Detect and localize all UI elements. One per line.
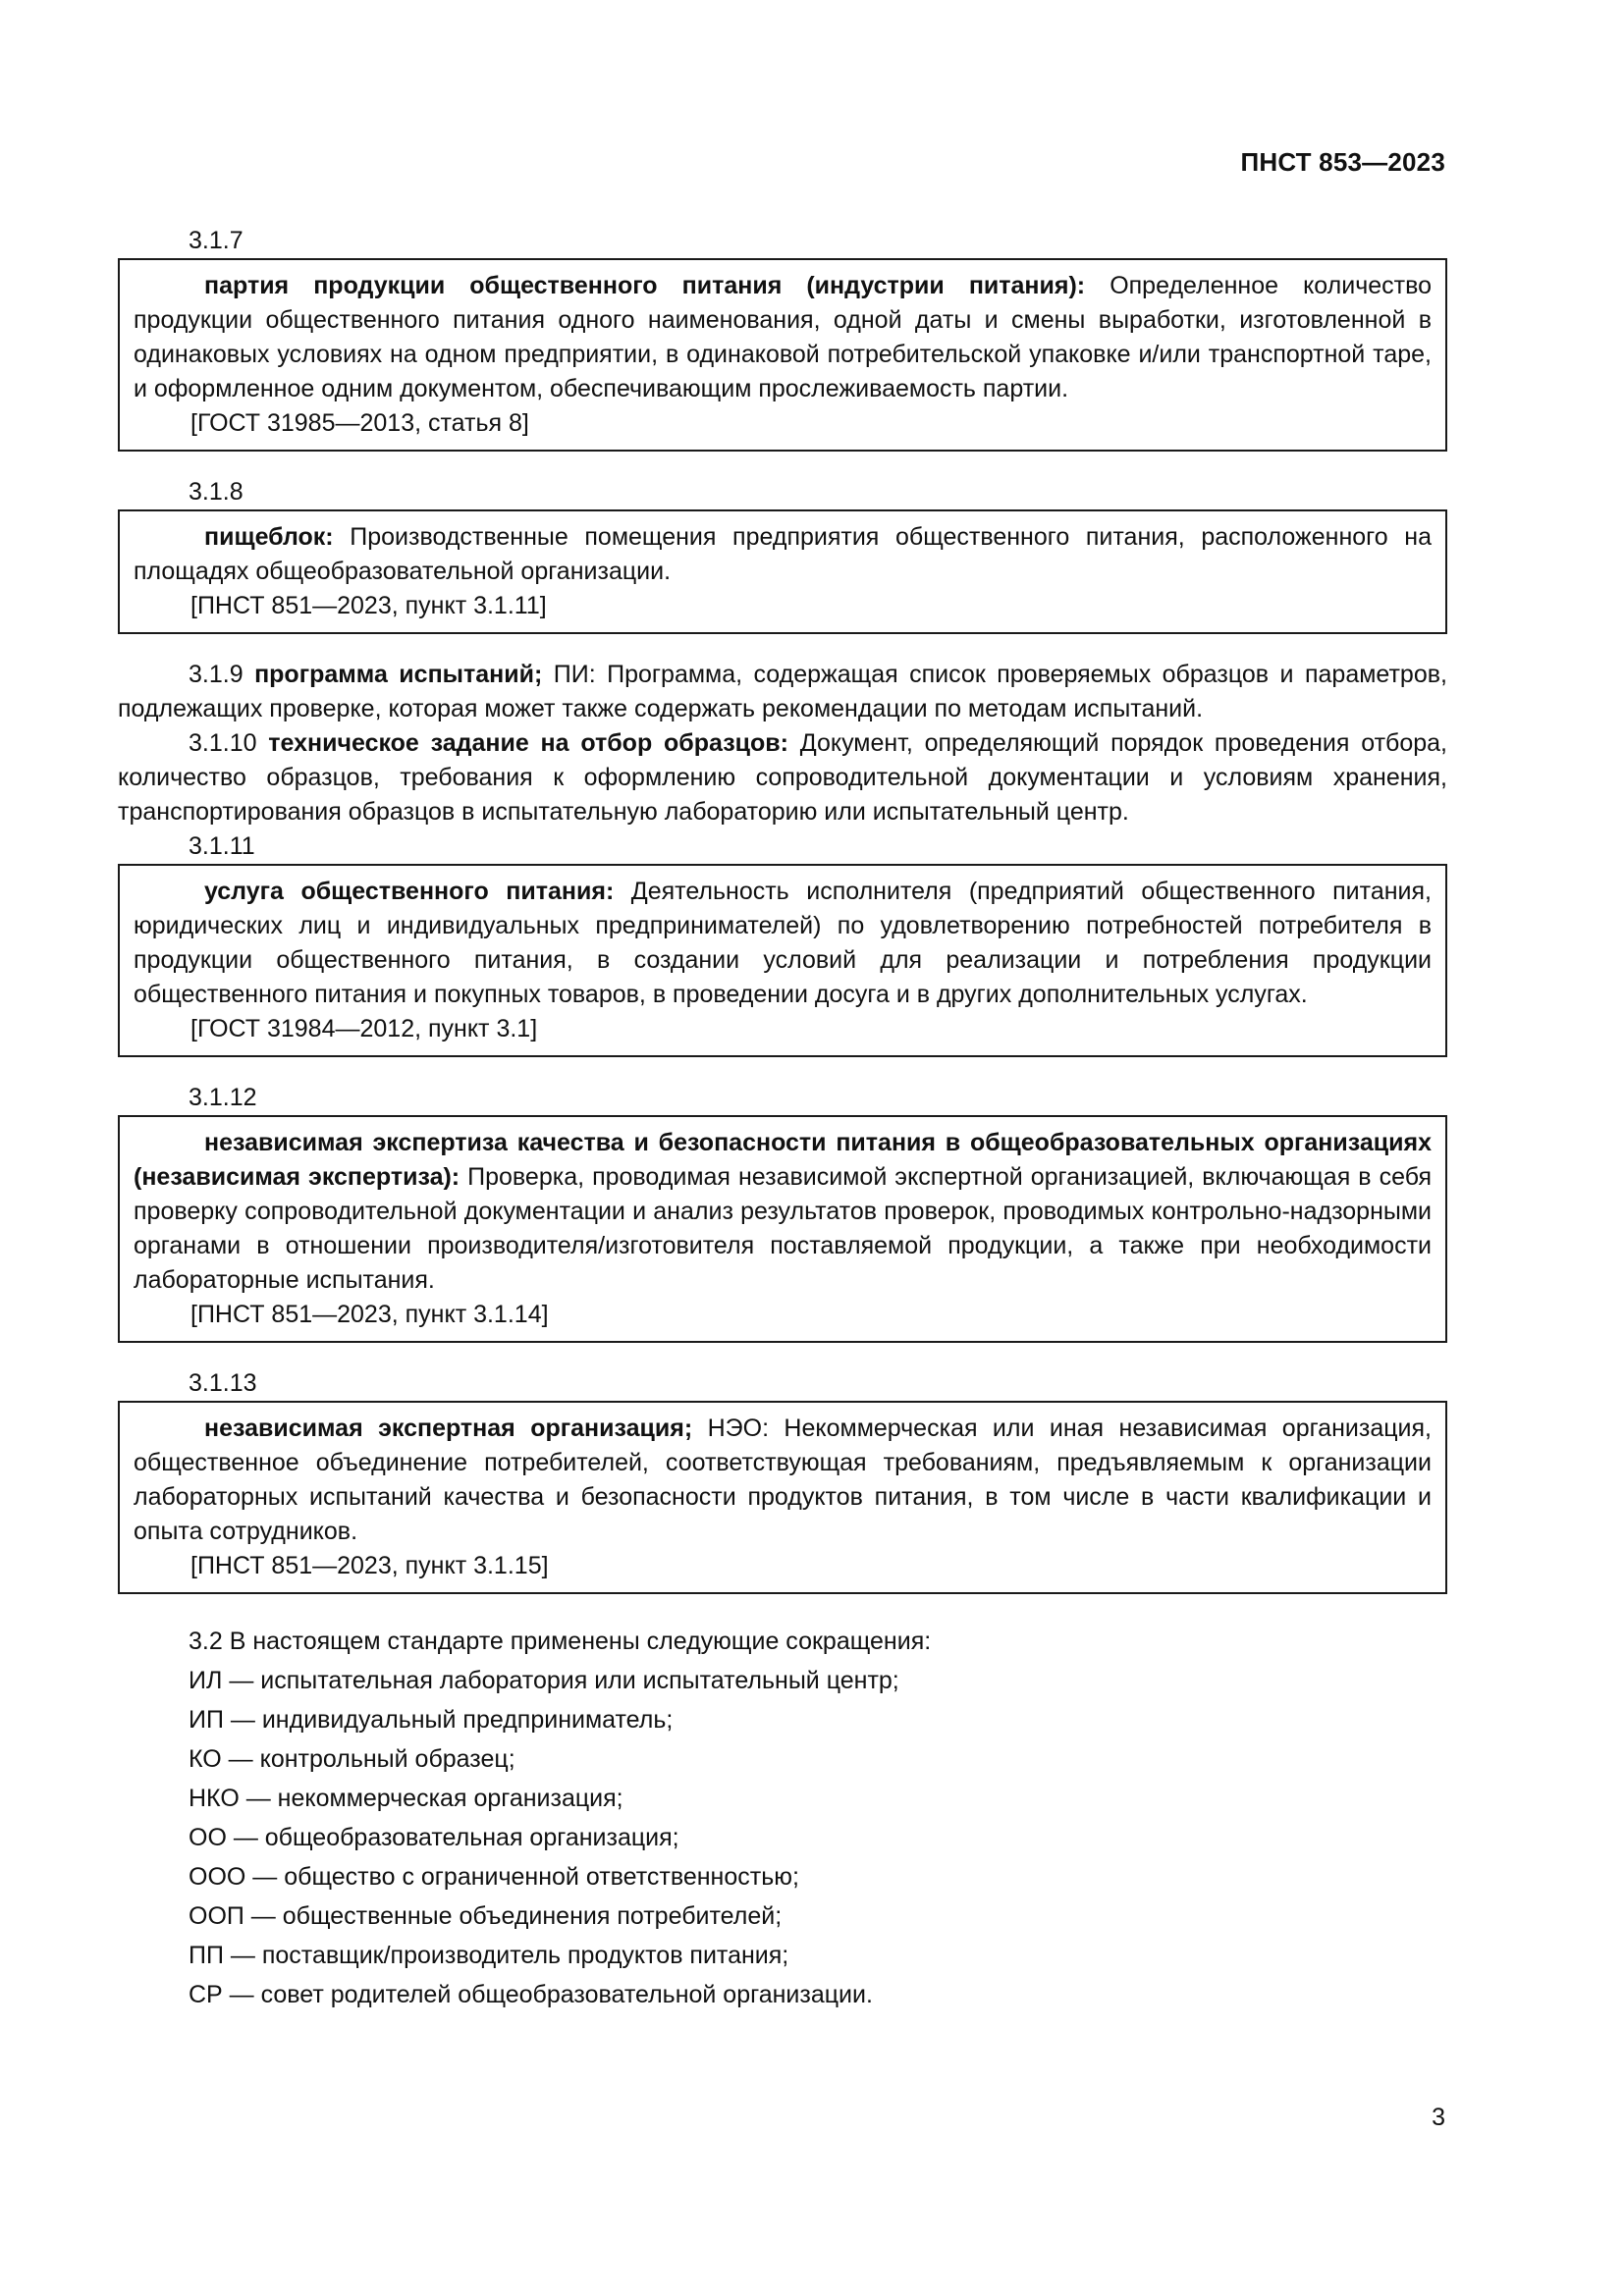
section-number: 3.1.11 — [189, 832, 255, 860]
definition-text — [134, 875, 1432, 1012]
document-code: ПНСТ 853—2023 — [1240, 147, 1445, 177]
section-number: 3.1.13 — [189, 1369, 257, 1397]
definition-box — [118, 864, 1447, 1057]
definition: Производственные помещения предприятия общественного питания, расположенного на площадях общеобразовательной организации. — [134, 523, 1432, 585]
abbreviation-item: ОО — общеобразовательная организация; — [189, 1824, 679, 1851]
page-number: 3 — [1432, 2104, 1445, 2131]
source-reference: [ГОСТ 31985—2013, статья 8] — [190, 409, 529, 437]
document-body — [118, 224, 1447, 2014]
section-number: 3.1.10 — [189, 729, 269, 757]
abbreviation-item: СР — совет родителей общеобразовательной организации. — [189, 1981, 873, 2008]
term: услуга общественного питания: — [204, 878, 615, 905]
definition: Деятельность исполнителя (предприятий общественного питания, юридических лиц и индивидуальных предпринимателей) по удовлетворению потребностей потребителя в продукции общественного питания, в создании условий для реализации и потребления продукции общественного питания и покупных товаров, в проведении досуга и в других дополнительных услугах. — [134, 878, 1432, 1008]
abbreviation-item: ООО — общество с ограниченной ответственностью; — [189, 1863, 799, 1891]
section-number: 3.1.9 — [189, 661, 255, 688]
definition: НЭО: Некоммерческая или иная независимая организация, общественное объединение потребителей, соответствующая требованиям, предъявляемым к организации лабораторных испытаний качества и безопасности продуктов питания, в том числе в части квалификации и опыта сотрудников. — [134, 1415, 1432, 1545]
abbreviation-item: ООП — общественные объединения потребителей; — [189, 1902, 783, 1930]
abbreviation-item: НКО — некоммерческая организация; — [189, 1785, 623, 1812]
term: независимая экспертная организация; — [204, 1415, 693, 1442]
term-paragraph — [118, 726, 1447, 829]
section-number: 3.1.12 — [189, 1084, 257, 1111]
definition: ПИ: Программа, содержащая список проверяемых образцов и параметров, подлежащих проверке, которая может также содержать рекомендации по методам испытаний. — [118, 661, 1447, 722]
term: независимая экспертиза качества и безопасности питания в общеобразовательных организациях (независимая экспертиза): — [134, 1129, 1432, 1191]
definition-text — [134, 1412, 1432, 1549]
definition-text — [134, 269, 1432, 406]
abbreviation-item: КО — контрольный образец; — [189, 1745, 515, 1773]
definition: Определенное количество продукции общественного питания одного наименования, одной даты и смены выработки, изготовленной в одинаковых условиях на одном предприятии, в одинаковой потребительской упаковке и/или транспортной таре, и оформленное одним документом, обеспечивающим прослеживаемость партии. — [134, 272, 1432, 402]
term: партия продукции общественного питания (индустрии питания): — [204, 272, 1086, 299]
term: пищеблок: — [204, 523, 334, 551]
definition-box — [118, 1115, 1447, 1343]
definition-text — [134, 520, 1432, 589]
source-reference: [ПНСТ 851—2023, пункт 3.1.14] — [190, 1301, 549, 1328]
abbreviations-list — [118, 1622, 1447, 2014]
abbreviation-item: ПП — поставщик/производитель продуктов питания; — [189, 1942, 789, 1969]
source-reference: [ПНСТ 851—2023, пункт 3.1.15] — [190, 1552, 549, 1579]
definition-box — [118, 509, 1447, 634]
abbreviation-item: ИЛ — испытательная лаборатория или испытательный центр; — [189, 1667, 899, 1694]
definition-box — [118, 1401, 1447, 1594]
section-number: 3.1.8 — [189, 478, 244, 506]
term-paragraph — [118, 658, 1447, 726]
source-reference: [ГОСТ 31984—2012, пункт 3.1] — [190, 1015, 538, 1042]
source-reference: [ПНСТ 851—2023, пункт 3.1.11] — [190, 592, 547, 619]
definition: Проверка, проводимая независимой экспертной организацией, включающая в себя проверку сопроводительной документации и анализ результатов проверок, проводимых контрольно-надзорными органами в отношении производителя/изготовителя поставляемой продукции, а также при необходимости лабораторные испытания. — [134, 1163, 1432, 1294]
definition-box — [118, 258, 1447, 452]
abbreviations-intro: 3.2 В настоящем стандарте применены следующие сокращения: — [189, 1628, 932, 1655]
definition-text — [134, 1126, 1432, 1298]
section-number: 3.1.7 — [189, 227, 244, 254]
abbreviation-item: ИП — индивидуальный предприниматель; — [189, 1706, 674, 1734]
term: техническое задание на отбор образцов: — [268, 729, 788, 757]
definition: Документ, определяющий порядок проведения отбора, количество образцов, требования к оформлению сопроводительной документации и условиям хранения, транспортирования образцов в испытательную лабораторию или испытательный центр. — [118, 729, 1447, 826]
term: программа испытаний; — [254, 661, 543, 688]
